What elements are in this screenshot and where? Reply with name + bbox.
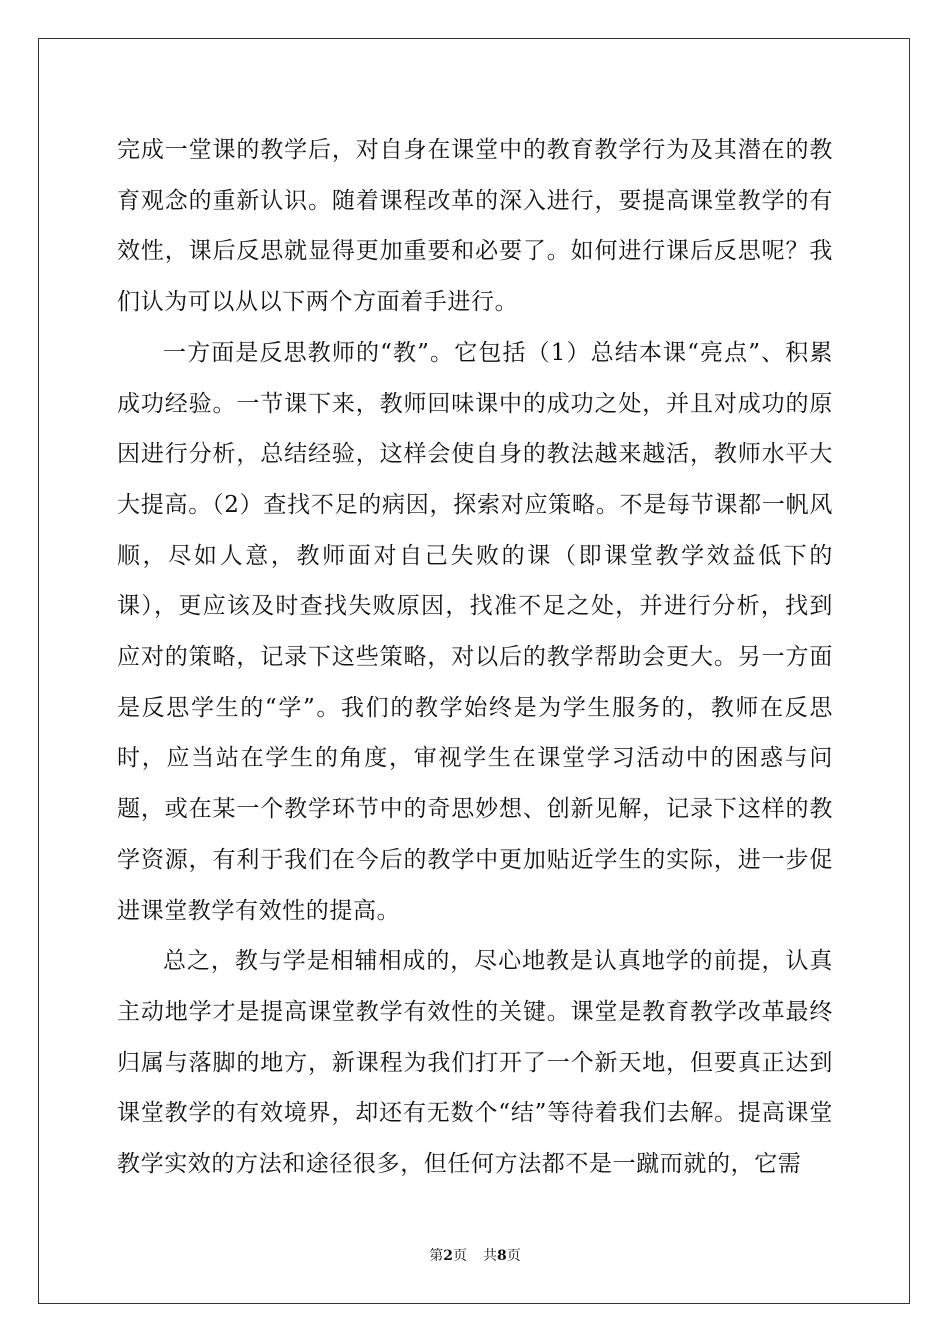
page-prefix: 第 [429, 1248, 444, 1264]
paragraph-3: 总之，教与学是相辅相成的，尽心地教是认真地学的前提，认真主动地学才是提高课堂教学有效性的关键。课堂是教育教学改革最终归属与落脚的地方，新课程为我们打开了一个新天地，但要真正达到课堂教学的有效境界，却还有无数个“结”等待着我们去解。提高课堂教学实效的方法和途径很多，但任何方法都不是一蹴而就的，它需 [117, 948, 833, 1178]
page-unit: 页 [453, 1248, 467, 1264]
total-page-number: 8 [497, 1248, 507, 1264]
document-body [117, 125, 833, 1190]
current-page-number: 2 [443, 1248, 453, 1264]
paragraph-1: 完成一堂课的教学后，对自身在课堂中的教育教学行为及其潜在的教育观念的重新认识。随着课程改革的深入进行，要提高课堂教学的有效性，课后反思就显得更加重要和必要了。如何进行课后反思呢？我们认为可以从以下两个方面着手进行。 [117, 137, 833, 316]
total-prefix: 共 [483, 1248, 497, 1264]
page-footer [0, 1248, 950, 1264]
paragraph-2: 一方面是反思教师的“教”。它包括（1）总结本课“亮点”、积累成功经验。一节课下来，教师回味课中的成功之处，并且对成功的原因进行分析，总结经验，这样会使自身的教法越来越活，教师水平大大提高。（2）查找不足的病因，探索对应策略。不是每节课都一帆风顺，尽如人意，教师面对自己失败的课（即课堂教学效益低下的课），更应该及时查找失败原因，找准不足之处，并进行分析，找到应对的策略，记录下这些策略，对以后的教学帮助会更大。另一方面是反思学生的“学”。我们的教学始终是为学生服务的，教师在反思时，应当站在学生的角度，审视学生在课堂学习活动中的困惑与问题，或在某一个教学环节中的奇思妙想、创新见解，记录下这样的教学资源，有利于我们在今后的教学中更加贴近学生的实际，进一步促进课堂教学有效性的提高。 [117, 339, 833, 924]
total-unit: 页 [506, 1248, 521, 1264]
